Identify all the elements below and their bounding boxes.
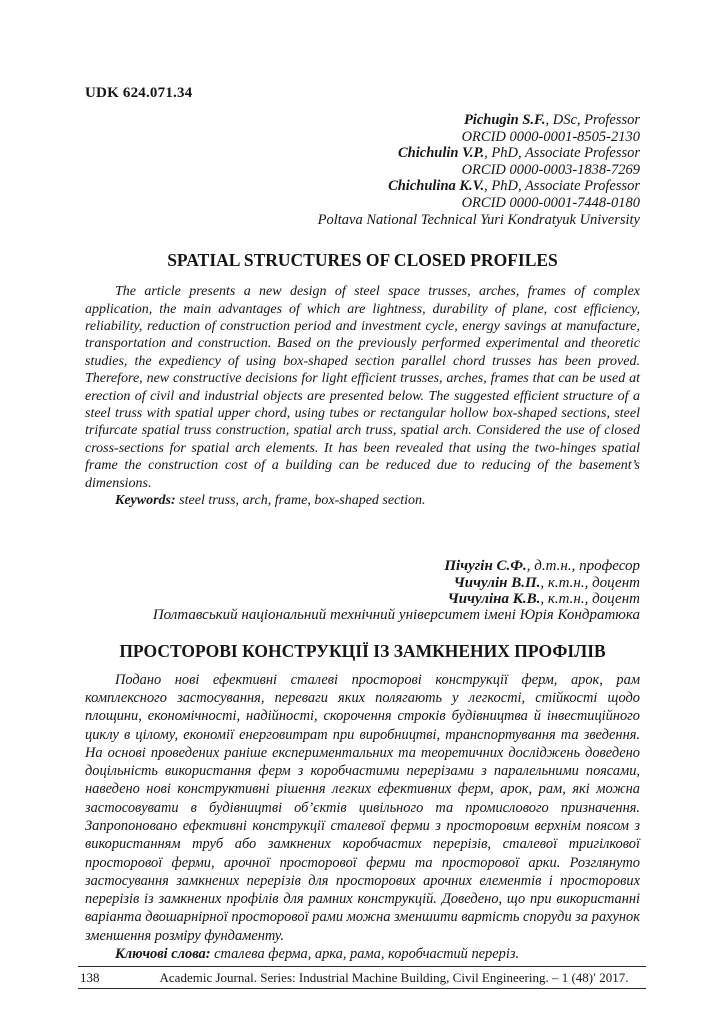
author-line (85, 145, 640, 162)
keywords-label-en: Keywords: (115, 493, 176, 509)
keywords-ua (85, 945, 640, 963)
udk-label: UDK 624.071.34 (85, 85, 193, 101)
page-footer (78, 966, 646, 989)
author-orcid: ORCID 0000-0001-7448-0180 (461, 194, 640, 211)
author-degree: , к.т.н., доцент (540, 591, 640, 608)
author-name: Chichulin V.P. (398, 145, 485, 162)
affiliation-ua: Полтавський національний технічний університет імені Юрія Кондратюка (152, 607, 640, 624)
journal-title: Academic Journal. Series: Industrial Machine Building, Civil Engineering. – 1 (48)′ 2017. (159, 970, 629, 985)
author-degree: , к.т.н., доцент (540, 574, 640, 591)
author-orcid: ORCID 0000-0003-1838-7269 (461, 161, 640, 178)
article-title-en: SPATIAL STRUCTURES OF CLOSED PROFILES (167, 250, 558, 271)
author-line (85, 591, 640, 607)
author-line (85, 575, 640, 591)
author-degree: , PhD, Associate Professor (484, 178, 640, 195)
author-name: Чичуліна К.В. (447, 591, 541, 608)
author-name: Чичулін В.П. (453, 574, 541, 591)
author-name: Пічугін С.Ф. (444, 558, 527, 575)
author-line (85, 178, 640, 195)
authors-block-en (85, 112, 640, 228)
keywords-label-ua: Ключові слова: (115, 946, 211, 963)
abstract-en: The article presents a new design of steel space trusses, arches, frames of complex application, the main advantages of which are lightness, durability of plane, cost efficiency, reliability, reduction of construction period and investment cycle, energy savings at manufacture, transportation and construction. Based on the previously performed experimental and theoretic studies, the expediency of using box-shaped section parallel chord trusses has been proved. Therefore, new constructive decisions for light efficient trusses, arches, frames that can be used at erection of civil and industrial objects are presented below. The suggested efficient structure of a steel truss with spatial upper chord, using tubes or rectangular hollow box-shaped sections, steel trifurcate spatial truss construction, spatial arch truss, spatial arch. Considered the use of closed cross-sections for spatial arch elements. It has been revealed that using the two-hinges spatial frame the construction cost of a building can be reduced due to reducing of the basement’s dimensions. (85, 284, 640, 491)
keywords-text-en: steel truss, arch, frame, box-shaped section. (175, 493, 426, 509)
page-number: 138 (80, 970, 100, 985)
author-degree: , д.т.н., професор (526, 558, 640, 575)
keywords-text-ua: сталева ферма, арка, рама, коробчастий переріз. (210, 946, 520, 963)
abstract-ua: Подано нові ефективні сталеві просторові конструкції ферм, арок, рам комплексного застосування, переваги яких полягають у легкості, стійкості щодо площини, економічності, надійності, скорочення строків будівництва й інвестиційного циклу в цілому, економії енерговитрат при виробництві, транспортування та зведення. На основі проведених раніше експериментальних та теоретичних досліджень доведено доцільність використання ферм з коробчастими перерізами з паралельними поясами, наведено нові конструктивні рішення легких ефективних ферм, арок, рам, які можна застосовувати в будівництві об’єктів цивільного та промислового призначення. Запропоновано ефективні конструкції сталевої ферми з просторовим верхнім поясом з використанням труб або замкнених коробчастих перерізів, сталевої тригілкової просторової ферми, арочної просторової ферми та просторової арки. Розглянуто застосування замкнених перерізів для просторових арочних елементів і просторових перерізів із замкнених профілів для рамних конструкцій. Доведено, що при використанні варіанта двошарнірної просторової рами можна зменшити вартість споруди за рахунок зменшення розміру фундаменту. (85, 671, 640, 944)
affiliation-en: Poltava National Technical Yuri Kondratyuk University (317, 211, 640, 228)
author-name: Pichugin S.F. (463, 112, 546, 128)
author-orcid: ORCID 0000-0001-8505-2130 (461, 128, 640, 145)
author-degree: , DSc, Professor (545, 112, 640, 128)
keywords-en (85, 492, 640, 509)
authors-block-ua (85, 558, 640, 623)
author-line (85, 112, 640, 129)
author-degree: , PhD, Associate Professor (484, 145, 640, 162)
author-name: Chichulina K.V. (388, 178, 485, 195)
author-line (85, 558, 640, 574)
article-title-ua: ПРОСТОРОВІ КОНСТРУКЦІЇ ІЗ ЗАМКНЕНИХ ПРОФІЛІВ (119, 640, 606, 661)
